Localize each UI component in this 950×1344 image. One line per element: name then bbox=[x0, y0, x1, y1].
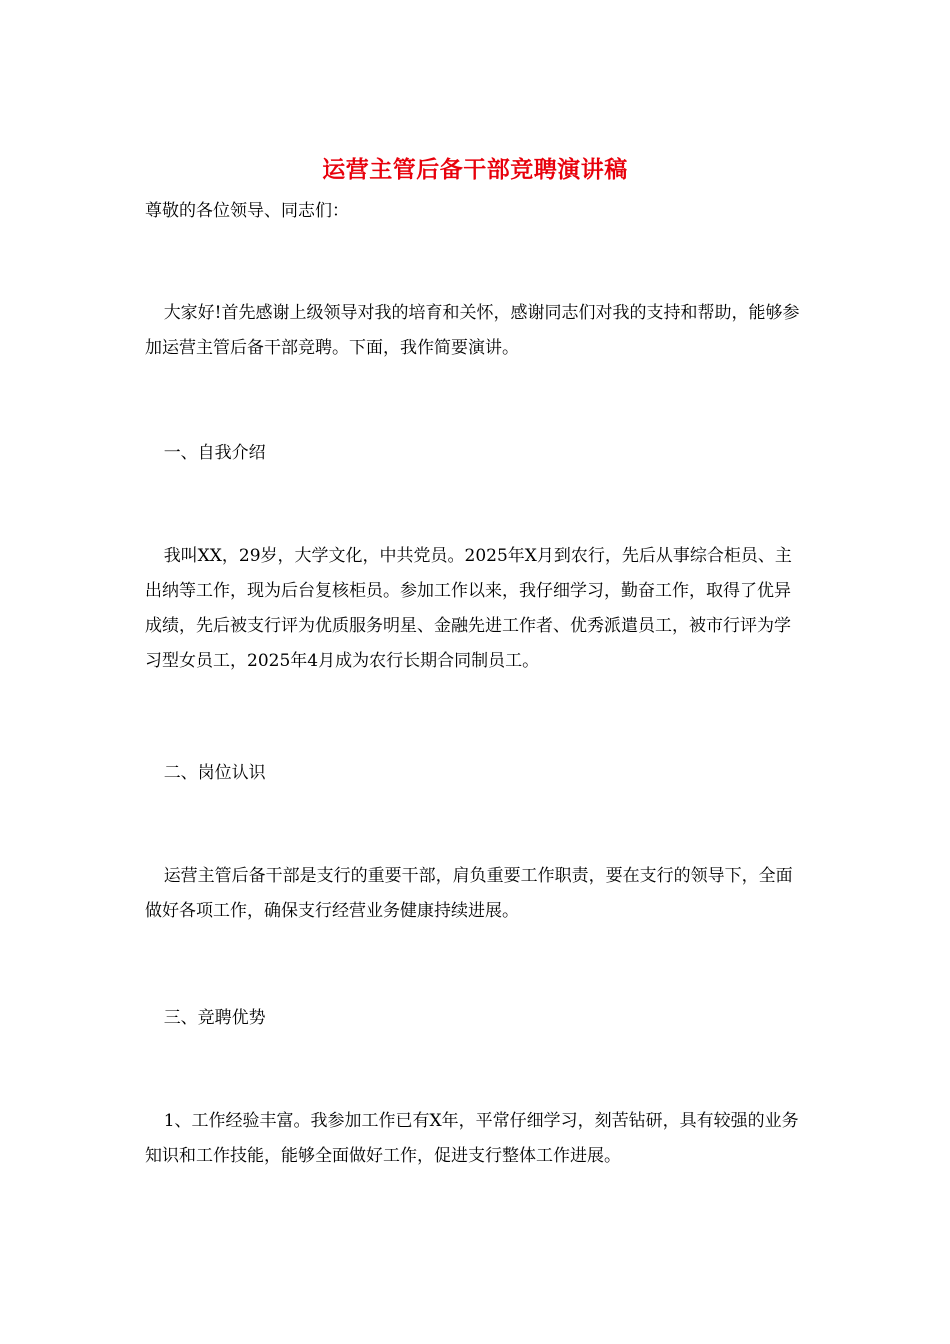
document-title: 运营主管后备干部竞聘演讲稿 bbox=[322, 156, 628, 183]
advantage-item-1: 1、工作经验丰富。我参加工作已有X年，平常仔细学习，刻苦钻研，具有较强的业务知识和工作技能，能够全面做好工作，促进支行整体工作进展。 bbox=[145, 1111, 799, 1166]
section-heading-position-understanding: 二、岗位认识 bbox=[163, 763, 266, 783]
section-heading-competitive-advantages: 三、竞聘优势 bbox=[163, 1008, 266, 1028]
salutation: 尊敬的各位领导、同志们： bbox=[145, 201, 349, 221]
section-heading-self-introduction: 一、自我介绍 bbox=[163, 443, 266, 463]
self-introduction-paragraph: 我叫XX，29岁，大学文化，中共党员。2025年X月到农行，先后从事综合柜员、主出纳等工作，现为后台复核柜员。参加工作以来，我仔细学习，勤奋工作，取得了优异成绩，先后被支行评为优质服务明星、金融先进工作者、优秀派遣员工，被市行评为学习型女员工，2025年4月成为农行长期合同制员工。 bbox=[145, 546, 792, 671]
position-understanding-paragraph: 运营主管后备干部是支行的重要干部，肩负重要工作职责，要在支行的领导下，全面做好各项工作，确保支行经营业务健康持续进展。 bbox=[145, 866, 793, 921]
intro-paragraph: 大家好!首先感谢上级领导对我的培育和关怀，感谢同志们对我的支持和帮助，能够参加运营主管后备干部竞聘。下面，我作简要演讲。 bbox=[145, 303, 800, 358]
